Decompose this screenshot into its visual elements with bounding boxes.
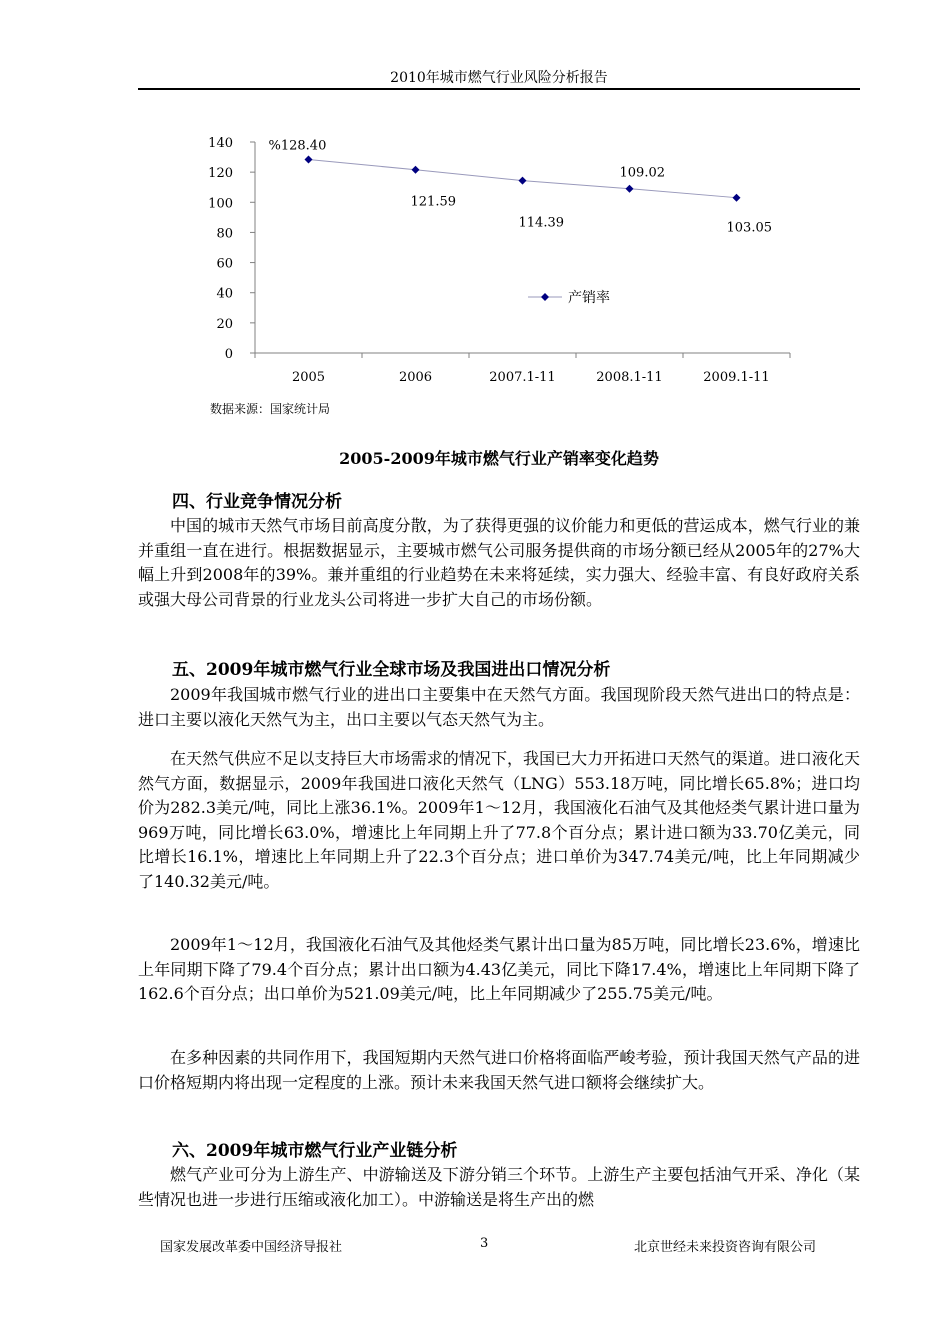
- legend-marker: [541, 293, 549, 301]
- section-5-paragraph-3: 2009年1～12月，我国液化石油气及其他烃类气累计出口量为85万吨，同比增长23.6%，增速比上年同期下降了79.4个百分点；累计出口额为4.43亿美元，同比下降17.4%，增速比上年同期下降了162.6个百分点；出口单价为521.09美元/吨，比上年同期减少了255.75美元/吨。: [138, 935, 860, 1003]
- legend-label: 产销率: [568, 290, 610, 306]
- section-5-paragraph-2: 在天然气供应不足以支持巨大市场需求的情况下，我国已大力开拓进口天然气的渠道。进口液化天然气方面，数据显示，2009年我国进口液化天然气（LNG）553.18万吨，同比增长65.8%；进口均价为282.3美元/吨，同比上涨36.1%。2009年1～12月，我国液化石油气及其他烃类气累计进口量为969万吨，同比增长63.0%，增速比上年同期上升了77.8个百分点；累计进口额为33.70亿美元，同比增长16.1%，增速比上年同期上升了22.3个百分点；进口单价为347.74美元/吨，比上年同期减少了140.32美元/吨。: [138, 749, 860, 891]
- data-point: [626, 185, 634, 193]
- production-sales-rate-chart: [190, 125, 800, 395]
- y-tick-label: 140: [208, 136, 233, 151]
- data-point: [412, 166, 420, 174]
- section-5-heading: 五、2009年城市燃气行业全球市场及我国进出口情况分析: [172, 660, 611, 680]
- data-label: 114.39: [518, 215, 564, 231]
- x-tick-label: 2007.1-11: [489, 370, 556, 385]
- section-4-paragraph-1: 中国的城市天然气市场目前高度分散，为了获得更强的议价能力和更低的营运成本，燃气行业的兼并重组一直在进行。根据数据显示，主要城市燃气公司服务提供商的市场分额已经从2005年的27%大幅上升到2008年的39%。兼并重组的行业趋势在未来将延续，实力强大、经验丰富、有良好政府关系或强大母公司背景的行业龙头公司将进一步扩大自己的市场份额。: [138, 516, 860, 609]
- data-label: 121.59: [410, 194, 456, 210]
- y-tick-label: 40: [216, 286, 233, 302]
- y-tick-label: 120: [208, 166, 233, 182]
- x-tick-label: 2006: [398, 370, 433, 385]
- chart-caption: 2005-2009年城市燃气行业产销率变化趋势: [339, 449, 659, 468]
- section-5-paragraph-1: 2009年我国城市燃气行业的进出口主要集中在天然气方面。我国现阶段天然气进出口的特点是：进口主要以液化天然气为主，出口主要以气态天然气为主。: [138, 685, 860, 729]
- data-point: [733, 194, 741, 202]
- y-tick-label: 60: [216, 256, 233, 272]
- data-label: 109.02: [619, 165, 665, 181]
- footer-company: 北京世经未来投资咨询有限公司: [633, 1240, 816, 1255]
- section-6-heading: 六、2009年城市燃气行业产业链分析: [172, 1141, 458, 1161]
- x-tick-label: 2009.1-11: [703, 370, 770, 385]
- y-tick-label: 100: [208, 196, 233, 212]
- header-rule: [138, 88, 860, 90]
- section-4-heading: 四、行业竞争情况分析: [172, 492, 342, 512]
- y-tick-label: 80: [216, 226, 233, 242]
- page-number: 3: [480, 1236, 489, 1251]
- page-header-title: 2010年城市燃气行业风险分析报告: [390, 70, 608, 86]
- footer-publisher: 国家发展改革委中国经济导报社: [160, 1240, 343, 1255]
- section-6-paragraph-1: 燃气产业可分为上游生产、中游输送及下游分销三个环节。上游生产主要包括油气开采、净化（某些情况也进一步进行压缩或液化加工）。中游输送是将生产出的燃: [138, 1165, 860, 1209]
- y-tick-label: 0: [224, 347, 233, 362]
- x-tick-label: 2005: [291, 370, 326, 385]
- chart-source: 数据来源：国家统计局: [210, 402, 331, 416]
- data-point: [305, 155, 313, 163]
- data-label: %128.40: [268, 138, 327, 154]
- data-point: [519, 177, 527, 185]
- data-label: 103.05: [726, 220, 772, 236]
- x-tick-label: 2008.1-11: [596, 370, 663, 385]
- section-5-paragraph-4: 在多种因素的共同作用下，我国短期内天然气进口价格将面临严峻考验，预计我国天然气产品的进口价格短期内将出现一定程度的上涨。预计未来我国天然气进口额将会继续扩大。: [138, 1048, 860, 1092]
- y-tick-label: 20: [216, 316, 233, 332]
